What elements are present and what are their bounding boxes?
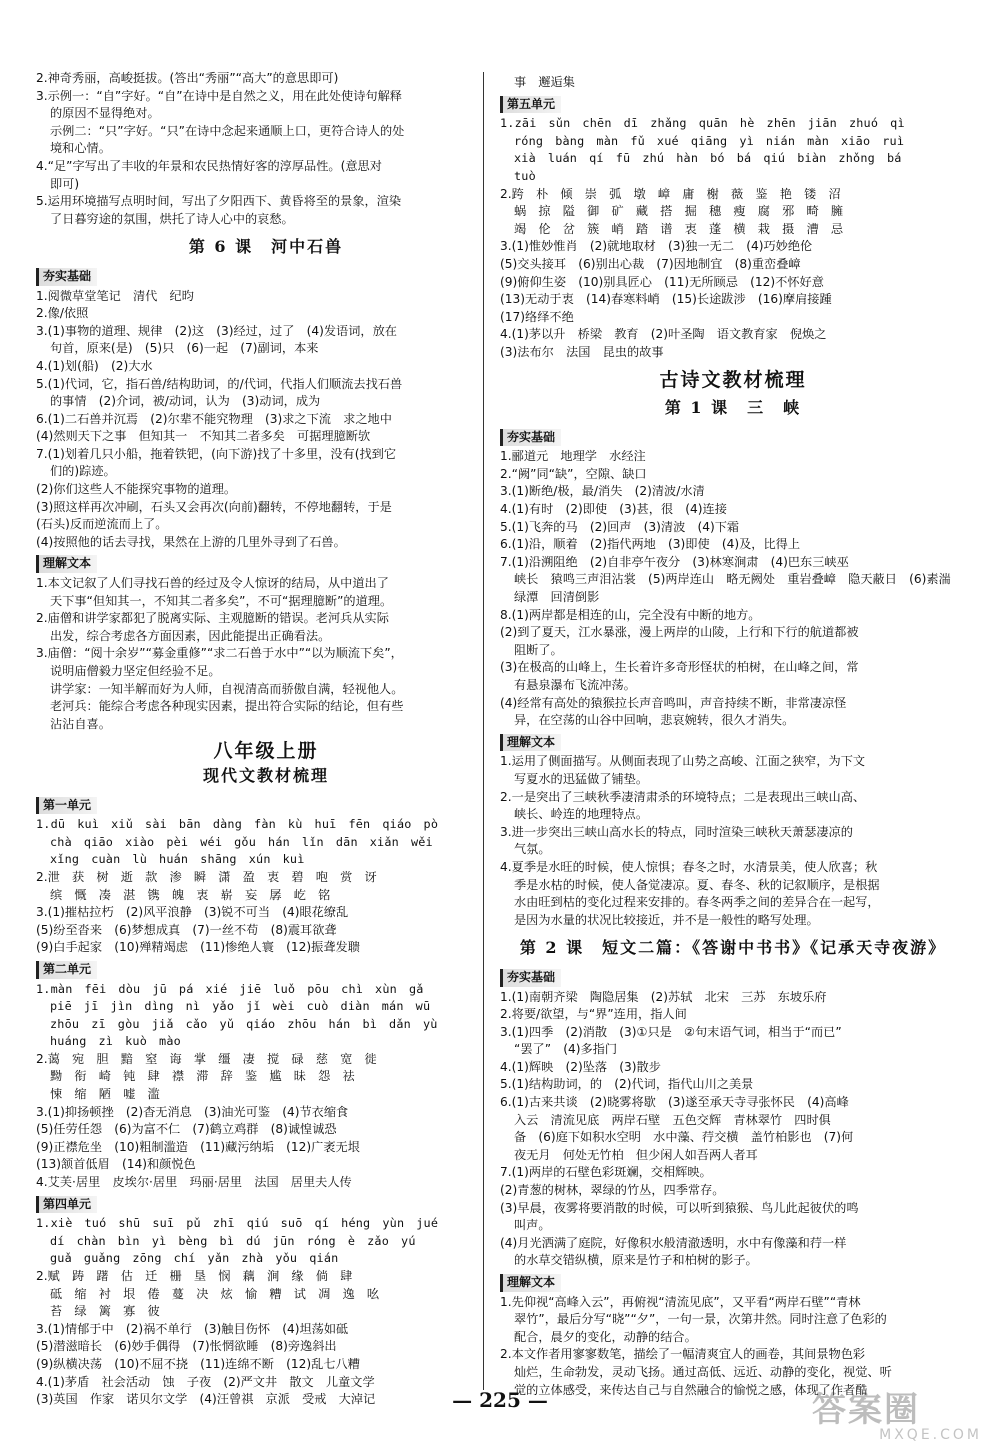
text-line: 入云 清流见底 两岸石壁 五色交辉 青林翠竹 四时俱 xyxy=(514,1112,831,1127)
grade-title: 八年级上册 xyxy=(213,740,319,763)
text-line: 3.(1)情郁于中 (2)祸不单行 (3)触目伤怀 (4)坦荡如砥 xyxy=(36,1321,349,1336)
text-line: 事 邂逅集 xyxy=(514,75,575,89)
continued-line-block xyxy=(500,74,966,92)
text-line: 竭 伦 岔 簇 峭 踏 谱 衷 蓬 横 栽 摄 漕 忌 xyxy=(514,221,844,236)
text-line: (5)任劳任怨 (6)为富不仁 (7)鹤立鸡群 (8)诚惶诚恐 xyxy=(36,1122,337,1137)
text-line: xǐng cuàn lù huán shāng xún kuì xyxy=(50,852,305,867)
text-line: 8.(1)两岸都是相连的山，完全没有中断的地方。 xyxy=(500,607,761,622)
text-line: 有悬泉瀑布飞流冲荡。 xyxy=(514,678,636,692)
text-line: 1.xiè tuó shū suī pǔ zhī qiú suō qí héng yùn jué xyxy=(36,1216,439,1231)
text-line: 绿潭 回清倒影 xyxy=(514,590,600,605)
text-line: (4)按照他的话去寻找，果然在上游的几里外寻到了石兽。 xyxy=(36,534,346,549)
text-line: 3.(1)四季 (2)消散 (3)①只是 ②句末语气词，相当于“而已” xyxy=(500,1024,842,1039)
text-line: 写夏水的迅猛做了铺垫。 xyxy=(514,771,649,786)
text-line: (4)经常有高处的猿猴拉长声音鸣叫，声音持续不断，非常凄凉怪 xyxy=(500,695,847,710)
lesson-1-basic-block xyxy=(500,448,966,730)
text-line: 缤 慨 凑 湛 镌 魄 衷 崭 妄 孱 屹 铭 xyxy=(50,887,331,902)
section-tag-text-r: 理解文本 xyxy=(500,734,561,752)
right-column xyxy=(500,74,966,1399)
text-line: (9)俯仰生姿 (10)别具匠心 (11)无所顾忌 (12)不怀好意 xyxy=(500,274,824,289)
section-tag-basic-r2: 夯实基础 xyxy=(500,969,561,987)
unit-1-tag: 第一单元 xyxy=(36,797,97,815)
text-line: 水由旺到枯的变化过程来安排的。春冬两季之间的差异合在一起写， xyxy=(514,895,880,910)
text-line: 备 (6)庭下如积水空明 水中藻、荇交横 盖竹柏影也 (7)何 xyxy=(514,1130,854,1145)
text-line: 7.(1)沿溯阻绝 (2)自非亭午夜分 (3)林寒涧肃 (4)巴东三峡巫 xyxy=(500,554,849,569)
text-line: (3)早晨，夜雾将要消散的时候，可以听到猿猴、鸟儿此起彼伏的鸣 xyxy=(500,1200,859,1215)
text-line: 7.(1)两岸的石壁色彩斑斓，交相辉映。 xyxy=(500,1165,712,1180)
text-line: 灿烂，生命勃发，灵动飞扬。通过高低、远近、动静的变化，视觉、听 xyxy=(514,1364,892,1379)
text-line: 讲学家：一知半解而好为人师，自视清高而骄傲自满，轻视他人。 xyxy=(50,681,404,696)
text-line: 1.运用了侧面描写。从侧面表现了山势之高峻、江面之狭窄，为下文 xyxy=(500,754,866,769)
lesson-1-text-block xyxy=(500,753,966,929)
unit-1-lines-block xyxy=(36,869,496,957)
text-line: 3.庙僧：“阅十余岁”“募金重修”“求二石兽于水中”“以为顺流下矣”， xyxy=(36,646,403,661)
text-line: 5.(1)结构助词，的 (2)代词，指代山川之美景 xyxy=(500,1077,754,1092)
text-line: (石头)反而逆流而上了。 xyxy=(36,517,168,532)
text-line: 蜗 掠 隘 御 矿 藏 搭 掘 穗 瘦 腐 邪 畸 臃 xyxy=(514,204,844,219)
text-line: 3.(1)事物的道理、规律 (2)这 (3)经过，过了 (4)发语词，放在 xyxy=(36,323,397,338)
text-line: 2.将要/欲望，与“界”连用，指人间 xyxy=(500,1007,687,1022)
text-line: 4.(1)有时 (2)即使 (3)甚，很 (4)连接 xyxy=(500,502,727,517)
text-line: (13)颔首低眉 (14)和颜悦色 xyxy=(36,1157,196,1172)
text-line: 3.(1)断绝/极，最/消失 (2)清波/水清 xyxy=(500,484,705,499)
text-line: (9)正襟危坐 (10)粗制滥造 (11)藏污纳垢 (12)广袤无垠 xyxy=(36,1139,360,1154)
section-tag-text-r2: 理解文本 xyxy=(500,1274,561,1292)
text-line: 砥 缩 衬 垠 倦 蔓 决 炫 愉 糟 试 凋 逸 吆 xyxy=(50,1286,380,1301)
text-line: 1.zāi sǔn chēn dī zhǎng quān hè zhēn jiān zhuó qì xyxy=(500,116,905,131)
text-line: 季是水枯的时候，使人备觉凄凉。夏、春冬、秋的记叙顺序，是根据 xyxy=(514,877,880,892)
text-line: (2)到了夏天，江水暴涨，漫上两岸的山陵，上行和下行的航道都被 xyxy=(500,625,859,640)
text-line: 3.示例一：“自”字好。“自”在诗中是自然之义，用在此处使诗句解释 xyxy=(36,88,402,103)
text-line: tuò xyxy=(514,168,536,183)
modern-text-title: 现代文教材梳理 xyxy=(202,765,329,785)
text-line: 6.(1)古来共谈 (2)晓雾将歇 (3)遂至承天寺寻张怀民 (4)高峰 xyxy=(500,1095,849,1110)
text-line: 1.(1)南朝齐梁 陶隐居集 (2)苏轼 北宋 三苏 东坡乐府 xyxy=(500,989,827,1004)
text-line: 1.màn fēi dòu jū pá xié jiē luǒ pōu chì xùn gǎ xyxy=(36,981,424,996)
text-line: (3)法布尔 法国 昆虫的故事 xyxy=(500,344,664,359)
watermark-sub-text: MXQE.COM xyxy=(879,1427,982,1443)
text-line: 夜无月 何处无竹柏 但少闲人如吾两人者耳 xyxy=(514,1147,758,1162)
text-line: xià luán qí fū zhú hàn bó bá qiú biàn zhǒng bá xyxy=(514,151,902,166)
text-line: 叫声。 xyxy=(514,1218,551,1233)
lesson-1-title: 第 1 课 三 峡 xyxy=(664,398,802,418)
text-line: (4)月光洒满了庭院，好像积水般清澈透明，水中有像藻和荇一样 xyxy=(500,1235,847,1250)
unit-5-lines-block xyxy=(500,186,966,362)
text-line: dí chàn bìn yì bèng bì dú jūn róng è zǎo yú xyxy=(50,1233,416,1248)
text-line: 3.(1)摧枯拉朽 (2)风平浪静 (3)锐不可当 (4)眼花缭乱 xyxy=(36,905,349,920)
text-line: 说明庙僧毅力坚定但经验不足。 xyxy=(50,664,221,678)
text-line: 的事情 (2)介词，被/动词，认为 (3)动词，成为 xyxy=(50,394,321,409)
text-line: huáng zì kuò mào xyxy=(50,1034,181,1049)
text-line: 1.郦道元 地理学 水经注 xyxy=(500,449,646,464)
unit-2-pinyin-block xyxy=(36,981,496,1051)
text-line: 悚 缩 陋 嘘 滥 xyxy=(50,1087,160,1102)
lesson-6-title: 第 6 课 河中石兽 xyxy=(188,237,344,257)
text-line: 2.本文作者用寥寥数笔，描绘了一幅清爽宜人的画卷，其间景物色彩 xyxy=(500,1347,866,1362)
text-line: (5)交头接耳 (6)别出心裁 (7)因地制宜 (8)重峦叠嶂 xyxy=(500,256,801,271)
column-divider xyxy=(483,72,484,1390)
text-line: zhōu zī gòu jiǎ cǎo yǔ qiáo zhōu hán bì dǎn yù xyxy=(50,1016,438,1031)
text-line: 峡长 猿鸣三声泪沾裳 (5)两岸连山 略无阙处 重岩叠嶂 隐天蔽日 (6)素湍 xyxy=(514,572,951,587)
text-line: 的原因不显得绝对。 xyxy=(50,106,160,121)
text-line: (13)无动于衷 (14)春寒料峭 (15)长途跋涉 (16)摩肩接踵 xyxy=(500,292,832,307)
text-line: “罢了” (4)多指门 xyxy=(514,1042,618,1057)
text-line: 气氛。 xyxy=(514,842,551,857)
text-line: 2.赋 踌 躇 估 迁 栅 垦 悯 藕 涧 缘 倘 肆 xyxy=(36,1269,353,1283)
text-line: róng bàng màn fǔ xué qiāng yì nián màn xiāo ruì xyxy=(514,133,905,148)
text-line: 1.dū kuì xiǔ sài bān dàng fàn kù huī fēn qiáo pò xyxy=(36,817,439,832)
text-line: piē jī jìn dìng nì yǎo jǐ wèi cuò diàn mán wū xyxy=(50,999,431,1014)
text-line: 3.进一步突出三峡山高水长的特点，同时渲染三峡秋天萧瑟凄凉的 xyxy=(500,824,853,839)
text-line: 们的)踪迹。 xyxy=(50,464,116,479)
text-line: (5)潜滋暗长 (6)妙手偶得 (7)怅惘欲睡 (8)旁逸斜出 xyxy=(36,1339,337,1354)
text-line: 5.(1)飞奔的马 (2)回声 (3)清波 (4)下霜 xyxy=(500,519,740,534)
lesson-6-basic-block xyxy=(36,288,496,552)
section-tag-basic: 夯实基础 xyxy=(36,268,97,286)
watermark-main-text: 答案圈 xyxy=(812,1390,920,1430)
watermark-logo xyxy=(812,1382,982,1444)
text-line: 2.像/依照 xyxy=(36,306,89,321)
unit-5-pinyin-block xyxy=(500,115,966,185)
unit-2-tag: 第二单元 xyxy=(36,961,97,979)
text-line: 4.“足”字写出了丰收的年景和农民热情好客的淳厚品性。(意思对 xyxy=(36,158,382,173)
text-line: 黝 衔 崎 钝 肆 襟 滞 辞 鉴 尴 昧 怨 祛 xyxy=(50,1069,355,1084)
text-line: 2.泄 获 树 逝 款 渗 瞬 潇 盈 衷 碧 咆 赏 讶 xyxy=(36,869,377,884)
text-line: (2)青葱的树林，翠绿的竹丛，四季常存。 xyxy=(500,1183,725,1198)
unit-4-pinyin-block xyxy=(36,1215,496,1268)
text-line: (3)英国 作家 诺贝尔文学 (4)汪曾祺 京派 受戒 大淖记 xyxy=(36,1392,376,1407)
text-line: (17)络绎不绝 xyxy=(500,309,574,324)
text-line: 4.(1)辉映 (2)坠落 (3)散步 xyxy=(500,1059,661,1074)
text-line: 的水草交错纵横，原来是竹子和柏树的影子。 xyxy=(514,1253,758,1268)
text-line: 配合，晨夕的变化，动静的结合。 xyxy=(514,1329,697,1344)
text-line: 了日暮穷途的氛围，烘托了诗人心中的哀愁。 xyxy=(50,211,294,226)
text-line: (4)然则天下之事 但知其一 不知其二者多矣 可据理臆断欤 xyxy=(36,429,371,444)
text-line: guǎ guǎng zōng chí yǎn zhà yǒu qián xyxy=(50,1251,339,1266)
unit-1-pinyin-block xyxy=(36,816,496,869)
text-line: 6.(1)沿，顺着 (2)指代两地 (3)即使 (4)及，比得上 xyxy=(500,537,801,552)
text-line: 即可) xyxy=(50,176,80,191)
text-line: 境和心情。 xyxy=(50,141,111,156)
text-line: (3)照这样再次冲刷，石头又会再次(向前)翻转，不停地翻转，于是 xyxy=(36,499,392,514)
text-line: 2.“阙”同“缺”，空隙、缺口 xyxy=(500,466,647,481)
text-line: 异，在空荡的山谷中回响，悲哀婉转，很久才消失。 xyxy=(514,713,795,728)
text-line: 是因为水量的状况比较接近，并不是一般性的略写处理。 xyxy=(514,912,819,927)
text-line: 2.庙僧和讲学家都犯了脱离实际、主观臆断的错误。老河兵从实际 xyxy=(36,611,389,626)
text-line: 4.艾芙·居里 皮埃尔·居里 玛丽·居里 法国 居里夫人传 xyxy=(36,1175,352,1190)
text-line: 2.蔼 宛 胆 黯 窒 诲 掌 缰 凄 搅 碌 慈 宽 徙 xyxy=(36,1051,377,1066)
section-tag-basic-r: 夯实基础 xyxy=(500,429,561,447)
unit-2-lines-block xyxy=(36,1051,496,1192)
ancient-text-title: 古诗文教材梳理 xyxy=(659,368,807,391)
text-line: 觉的立体感受，来传达自己与自然融合的愉悦之感，体现了作者酷 xyxy=(514,1382,868,1397)
text-line: 句首，原来(是) (5)只 (6)一起 (7)副词，本来 xyxy=(50,341,319,356)
section-tag-text: 理解文本 xyxy=(36,555,97,573)
text-line: (5)纷至沓来 (6)梦想成真 (7)一丝不苟 (8)震耳欲聋 xyxy=(36,922,337,937)
text-line: 5.运用环境描写点明时间，写出了夕阳西下、黄昏将至的景象，渲染 xyxy=(36,194,402,209)
text-line: 6.(1)二石兽并沉焉 (2)尔辈不能究物理 (3)求之下流 求之地中 xyxy=(36,411,392,426)
text-line: (9)纵横决荡 (10)不屈不挠 (11)连绵不断 (12)乱七八糟 xyxy=(36,1356,360,1371)
text-line: chà qiāo xiào pèi wéi gǒu hán lǐn dān xiǎn wěi xyxy=(50,834,433,849)
text-line: 4.(1)茅以升 桥梁 教育 (2)叶圣陶 语文教育家 倪焕之 xyxy=(500,327,827,342)
text-line: 翠竹”，最后分写“晓”“夕”，一句一景，次第井然。同时注意了色彩的 xyxy=(514,1312,887,1327)
page-number: — 225 — xyxy=(452,1388,548,1412)
text-line: 苔 绿 篱 寡 彼 xyxy=(50,1304,160,1319)
lesson-2-basic-block xyxy=(500,989,966,1271)
text-line: 3.(1)惟妙惟肖 (2)就地取材 (3)独一无二 (4)巧妙绝伦 xyxy=(500,239,813,254)
text-line: 2.神奇秀丽，高峻挺拔。(答出“秀丽”“高大”的意思即可) xyxy=(36,71,339,85)
text-line: 老河兵：能综合考虑各种现实因素，提出符合实际的结论，但有些 xyxy=(50,699,404,714)
unit-4-tag: 第四单元 xyxy=(36,1196,97,1214)
text-line: (2)你们这些人不能探究事物的道理。 xyxy=(36,482,237,497)
lesson-6-text-block xyxy=(36,575,496,733)
text-line: 4.(1)茅盾 社会活动 蚀 子夜 (2)严文井 散文 儿童文学 xyxy=(36,1374,375,1389)
text-line: 5.(1)代词，它，指石兽/结构助词，的/代词，代指人们顺流去找石兽 xyxy=(36,376,403,391)
text-line: 峡长、岭连的地理特点。 xyxy=(514,807,649,822)
text-line: 阻断了。 xyxy=(514,642,563,657)
text-line: (9)白手起家 (10)殚精竭虑 (11)惨绝人寰 (12)振聋发聩 xyxy=(36,940,360,955)
text-line: 2.跨 朴 倾 崇 弧 墩 嶂 庸 榭 薇 鉴 艳 镂 沼 xyxy=(500,186,841,201)
text-line: 3.(1)抑扬顿挫 (2)杳无消息 (3)油光可鉴 (4)节衣缩食 xyxy=(36,1104,349,1119)
text-line: 4.(1)划(船) (2)大水 xyxy=(36,358,153,373)
text-line: 沾沾自喜。 xyxy=(50,716,111,731)
text-line: 4.夏季是水旺的时候，使人惊惧；春冬之时，水清景美，使人欣喜；秋 xyxy=(500,859,878,874)
poem-answers-block xyxy=(36,70,496,228)
text-line: 出发，综合考虑各方面因素，因此能提出正确看法。 xyxy=(50,628,331,643)
text-line: 7.(1)划着几只小船，拖着铁钯，(向下游)找了十多里，没有(找到它 xyxy=(36,446,397,461)
text-line: (3)在极高的山峰上，生长着许多奇形怪状的柏树，在山峰之间，常 xyxy=(500,660,859,675)
text-line: 2.一是突出了三峡秋季凄清肃杀的环境特点；二是表现出三峡山高、 xyxy=(500,789,866,804)
text-line: 1.本文记叙了人们寻找石兽的经过及令人惊讶的结局，从中道出了 xyxy=(36,576,389,591)
text-line: 1.阅微草堂笔记 清代 纪昀 xyxy=(36,288,194,303)
text-line: 示例二：“只”字好。“只”在诗中念起来通顺上口，更符合诗人的处 xyxy=(50,123,405,138)
unit-5-tag: 第五单元 xyxy=(500,96,561,114)
left-column xyxy=(36,70,496,1409)
text-line: 天下事“但知其一，不知其二者多矣”，不可“据理臆断”的道理。 xyxy=(50,593,393,608)
text-line: 1.先仰视“高峰入云”，再俯视“清流见底”，又平看“两岸石壁”“青林 xyxy=(500,1294,861,1309)
lesson-2-title: 第 2 课 短文二篇：《答谢中书书》《记承天寺夜游》 xyxy=(519,938,947,958)
